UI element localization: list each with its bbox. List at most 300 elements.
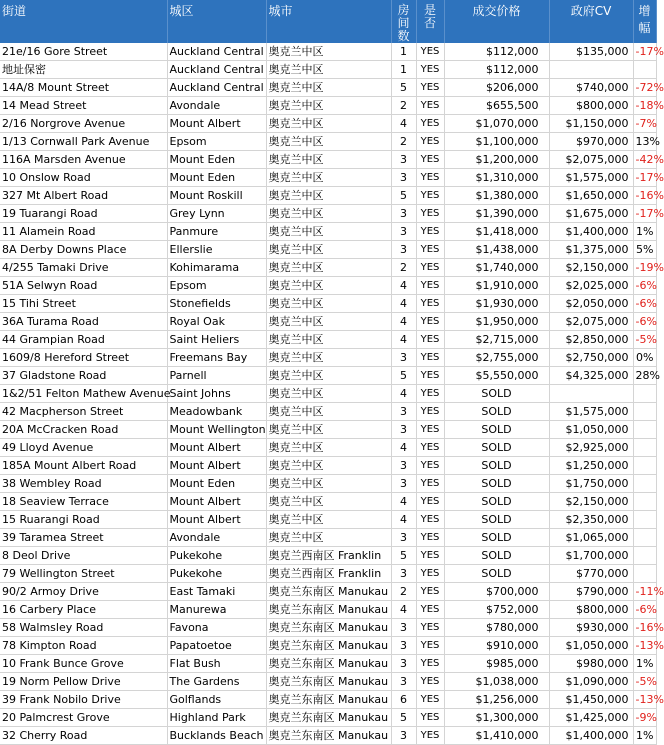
cell-rooms[interactable]: 2 xyxy=(391,97,416,115)
cell-suburb[interactable]: Saint Johns xyxy=(167,385,266,403)
cell-rooms[interactable]: 5 xyxy=(391,367,416,385)
cell-street[interactable]: 8A Derby Downs Place xyxy=(0,241,167,259)
cell-cv[interactable]: $1,675,000 xyxy=(549,205,633,223)
cell-city[interactable]: 奥克兰中区 xyxy=(266,511,391,529)
cell-cv[interactable]: $1,575,000 xyxy=(549,169,633,187)
cell-price[interactable]: $655,500 xyxy=(444,97,549,115)
header-price[interactable]: 成交价格 xyxy=(444,0,549,43)
cell-city[interactable]: 奥克兰中区 xyxy=(266,223,391,241)
cell-street[interactable]: 20 Palmcrest Grove xyxy=(0,709,167,727)
cell-street[interactable]: 79 Wellington Street xyxy=(0,565,167,583)
cell-sold[interactable]: YES xyxy=(416,367,444,385)
cell-change[interactable]: -16% xyxy=(633,187,656,205)
cell-suburb[interactable]: Mount Albert xyxy=(167,457,266,475)
cell-change[interactable]: -17% xyxy=(633,205,656,223)
cell-street[interactable]: 18 Seaview Terrace xyxy=(0,493,167,511)
cell-street[interactable]: 10 Frank Bunce Grove xyxy=(0,655,167,673)
cell-price[interactable]: SOLD xyxy=(444,475,549,493)
cell-rooms[interactable]: 4 xyxy=(391,601,416,619)
cell-change[interactable] xyxy=(633,547,656,565)
cell-cv[interactable]: $1,750,000 xyxy=(549,475,633,493)
cell-street[interactable]: 19 Norm Pellow Drive xyxy=(0,673,167,691)
cell-suburb[interactable]: Mount Wellington xyxy=(167,421,266,439)
cell-street[interactable]: 39 Taramea Street xyxy=(0,529,167,547)
cell-change[interactable]: -11% xyxy=(633,583,656,601)
cell-rooms[interactable]: 6 xyxy=(391,691,416,709)
cell-sold[interactable]: YES xyxy=(416,547,444,565)
cell-sold[interactable]: YES xyxy=(416,349,444,367)
cell-change[interactable]: 1% xyxy=(633,727,656,745)
cell-sold[interactable]: YES xyxy=(416,457,444,475)
cell-price[interactable]: $1,100,000 xyxy=(444,133,549,151)
cell-street[interactable]: 37 Gladstone Road xyxy=(0,367,167,385)
cell-price[interactable]: $1,740,000 xyxy=(444,259,549,277)
cell-city[interactable]: 奥克兰中区 xyxy=(266,439,391,457)
cell-city[interactable]: 奥克兰中区 xyxy=(266,169,391,187)
cell-street[interactable]: 327 Mt Albert Road xyxy=(0,187,167,205)
cell-change[interactable]: -6% xyxy=(633,601,656,619)
cell-sold[interactable]: YES xyxy=(416,79,444,97)
cell-price[interactable]: SOLD xyxy=(444,421,549,439)
cell-street[interactable]: 1&2/51 Felton Mathew Avenue xyxy=(0,385,167,403)
cell-street[interactable]: 20A McCracken Road xyxy=(0,421,167,439)
cell-rooms[interactable]: 3 xyxy=(391,349,416,367)
cell-street[interactable]: 11 Alamein Road xyxy=(0,223,167,241)
cell-price[interactable]: SOLD xyxy=(444,511,549,529)
cell-price[interactable]: $1,410,000 xyxy=(444,727,549,745)
cell-rooms[interactable]: 4 xyxy=(391,295,416,313)
cell-city[interactable]: 奥克兰东南区 Manukau xyxy=(266,619,391,637)
cell-change[interactable] xyxy=(633,439,656,457)
cell-city[interactable]: 奥克兰中区 xyxy=(266,151,391,169)
cell-city[interactable]: 奥克兰中区 xyxy=(266,295,391,313)
cell-city[interactable]: 奥克兰中区 xyxy=(266,43,391,61)
cell-price[interactable]: $1,256,000 xyxy=(444,691,549,709)
cell-cv[interactable]: $2,925,000 xyxy=(549,439,633,457)
cell-sold[interactable]: YES xyxy=(416,61,444,79)
cell-price[interactable]: $1,038,000 xyxy=(444,673,549,691)
cell-change[interactable]: 1% xyxy=(633,223,656,241)
cell-price[interactable]: SOLD xyxy=(444,565,549,583)
cell-change[interactable]: -16% xyxy=(633,619,656,637)
header-yes[interactable] xyxy=(416,0,444,43)
cell-city[interactable]: 奥克兰西南区 Franklin xyxy=(266,547,391,565)
cell-sold[interactable]: YES xyxy=(416,493,444,511)
cell-street[interactable]: 38 Wembley Road xyxy=(0,475,167,493)
cell-sold[interactable]: YES xyxy=(416,727,444,745)
cell-city[interactable]: 奥克兰中区 xyxy=(266,331,391,349)
cell-suburb[interactable]: Mount Albert xyxy=(167,115,266,133)
cell-rooms[interactable]: 3 xyxy=(391,457,416,475)
cell-suburb[interactable]: Auckland Central xyxy=(167,79,266,97)
cell-city[interactable]: 奥克兰东南区 Manukau xyxy=(266,673,391,691)
cell-cv[interactable]: $1,450,000 xyxy=(549,691,633,709)
cell-cv[interactable]: $1,575,000 xyxy=(549,403,633,421)
cell-rooms[interactable]: 3 xyxy=(391,637,416,655)
cell-change[interactable]: -5% xyxy=(633,331,656,349)
cell-cv[interactable]: $1,090,000 xyxy=(549,673,633,691)
cell-cv[interactable]: $1,650,000 xyxy=(549,187,633,205)
cell-sold[interactable]: YES xyxy=(416,619,444,637)
cell-suburb[interactable]: Highland Park xyxy=(167,709,266,727)
cell-change[interactable]: -18% xyxy=(633,97,656,115)
cell-city[interactable]: 奥克兰中区 xyxy=(266,421,391,439)
cell-city[interactable]: 奥克兰中区 xyxy=(266,97,391,115)
cell-city[interactable]: 奥克兰中区 xyxy=(266,313,391,331)
cell-rooms[interactable]: 3 xyxy=(391,169,416,187)
cell-price[interactable]: $1,070,000 xyxy=(444,115,549,133)
cell-city[interactable]: 奥克兰东南区 Manukau xyxy=(266,583,391,601)
cell-sold[interactable]: YES xyxy=(416,385,444,403)
cell-change[interactable]: 1% xyxy=(633,655,656,673)
cell-suburb[interactable]: Favona xyxy=(167,619,266,637)
cell-rooms[interactable]: 3 xyxy=(391,673,416,691)
cell-suburb[interactable]: Ellerslie xyxy=(167,241,266,259)
cell-suburb[interactable]: Parnell xyxy=(167,367,266,385)
cell-cv[interactable]: $135,000 xyxy=(549,43,633,61)
cell-cv[interactable]: $970,000 xyxy=(549,133,633,151)
cell-change[interactable] xyxy=(633,565,656,583)
cell-cv[interactable]: $2,075,000 xyxy=(549,151,633,169)
cell-street[interactable]: 42 Macpherson Street xyxy=(0,403,167,421)
cell-price[interactable]: $752,000 xyxy=(444,601,549,619)
cell-price[interactable]: $2,755,000 xyxy=(444,349,549,367)
cell-rooms[interactable]: 3 xyxy=(391,655,416,673)
cell-suburb[interactable]: Meadowbank xyxy=(167,403,266,421)
cell-price[interactable]: SOLD xyxy=(444,493,549,511)
cell-price[interactable]: $1,930,000 xyxy=(444,295,549,313)
cell-city[interactable]: 奥克兰东南区 Manukau xyxy=(266,655,391,673)
cell-city[interactable]: 奥克兰中区 xyxy=(266,259,391,277)
cell-sold[interactable]: YES xyxy=(416,241,444,259)
cell-change[interactable]: -19% xyxy=(633,259,656,277)
cell-rooms[interactable]: 3 xyxy=(391,151,416,169)
cell-rooms[interactable]: 3 xyxy=(391,529,416,547)
cell-cv[interactable]: $2,850,000 xyxy=(549,331,633,349)
cell-street[interactable]: 32 Cherry Road xyxy=(0,727,167,745)
header-city[interactable]: 城市 xyxy=(266,0,391,43)
cell-city[interactable]: 奥克兰西南区 Franklin xyxy=(266,565,391,583)
cell-sold[interactable]: YES xyxy=(416,403,444,421)
cell-change[interactable]: 5% xyxy=(633,241,656,259)
header-rooms[interactable] xyxy=(391,0,416,43)
cell-city[interactable]: 奥克兰东南区 Manukau xyxy=(266,691,391,709)
cell-cv[interactable] xyxy=(549,61,633,79)
cell-city[interactable]: 奥克兰中区 xyxy=(266,367,391,385)
cell-change[interactable]: -17% xyxy=(633,169,656,187)
cell-cv[interactable]: $2,025,000 xyxy=(549,277,633,295)
cell-suburb[interactable]: Mount Eden xyxy=(167,169,266,187)
cell-suburb[interactable]: Flat Bush xyxy=(167,655,266,673)
cell-change[interactable]: -13% xyxy=(633,691,656,709)
cell-suburb[interactable]: Freemans Bay xyxy=(167,349,266,367)
cell-sold[interactable]: YES xyxy=(416,583,444,601)
cell-cv[interactable]: $2,050,000 xyxy=(549,295,633,313)
cell-rooms[interactable]: 5 xyxy=(391,709,416,727)
cell-street[interactable]: 21e/16 Gore Street xyxy=(0,43,167,61)
cell-change[interactable] xyxy=(633,385,656,403)
cell-city[interactable]: 奥克兰东南区 Manukau xyxy=(266,601,391,619)
cell-price[interactable]: SOLD xyxy=(444,457,549,475)
cell-sold[interactable]: YES xyxy=(416,223,444,241)
cell-rooms[interactable]: 2 xyxy=(391,583,416,601)
cell-city[interactable]: 奥克兰中区 xyxy=(266,133,391,151)
cell-suburb[interactable]: East Tamaki xyxy=(167,583,266,601)
cell-city[interactable]: 奥克兰中区 xyxy=(266,457,391,475)
cell-suburb[interactable]: Bucklands Beach xyxy=(167,727,266,745)
cell-price[interactable]: $1,380,000 xyxy=(444,187,549,205)
cell-change[interactable]: -9% xyxy=(633,709,656,727)
cell-change[interactable]: 13% xyxy=(633,133,656,151)
cell-suburb[interactable]: Epsom xyxy=(167,277,266,295)
cell-city[interactable]: 奥克兰中区 xyxy=(266,115,391,133)
cell-rooms[interactable]: 3 xyxy=(391,223,416,241)
cell-sold[interactable]: YES xyxy=(416,475,444,493)
cell-rooms[interactable]: 3 xyxy=(391,475,416,493)
cell-cv[interactable]: $1,400,000 xyxy=(549,223,633,241)
cell-city[interactable]: 奥克兰中区 xyxy=(266,187,391,205)
cell-price[interactable]: $910,000 xyxy=(444,637,549,655)
cell-sold[interactable]: YES xyxy=(416,97,444,115)
cell-suburb[interactable]: Epsom xyxy=(167,133,266,151)
cell-change[interactable] xyxy=(633,61,656,79)
cell-change[interactable] xyxy=(633,403,656,421)
cell-street[interactable]: 14A/8 Mount Street xyxy=(0,79,167,97)
cell-cv[interactable]: $980,000 xyxy=(549,655,633,673)
cell-street[interactable]: 16 Carbery Place xyxy=(0,601,167,619)
cell-rooms[interactable]: 5 xyxy=(391,547,416,565)
cell-suburb[interactable]: Auckland Central xyxy=(167,61,266,79)
cell-change[interactable]: 28% xyxy=(633,367,656,385)
cell-cv[interactable]: $800,000 xyxy=(549,97,633,115)
cell-street[interactable]: 49 Lloyd Avenue xyxy=(0,439,167,457)
cell-suburb[interactable]: Stonefields xyxy=(167,295,266,313)
cell-cv[interactable]: $2,150,000 xyxy=(549,259,633,277)
cell-cv[interactable] xyxy=(549,385,633,403)
cell-street[interactable]: 15 Tihi Street xyxy=(0,295,167,313)
cell-change[interactable]: 0% xyxy=(633,349,656,367)
cell-suburb[interactable]: Panmure xyxy=(167,223,266,241)
cell-change[interactable]: -7% xyxy=(633,115,656,133)
cell-sold[interactable]: YES xyxy=(416,151,444,169)
cell-change[interactable] xyxy=(633,529,656,547)
cell-suburb[interactable]: Avondale xyxy=(167,529,266,547)
cell-street[interactable]: 地址保密 xyxy=(0,61,167,79)
cell-cv[interactable]: $1,150,000 xyxy=(549,115,633,133)
cell-street[interactable]: 19 Tuarangi Road xyxy=(0,205,167,223)
cell-rooms[interactable]: 1 xyxy=(391,43,416,61)
cell-street[interactable]: 2/16 Norgrove Avenue xyxy=(0,115,167,133)
cell-street[interactable]: 58 Walmsley Road xyxy=(0,619,167,637)
cell-price[interactable]: SOLD xyxy=(444,385,549,403)
cell-rooms[interactable]: 4 xyxy=(391,439,416,457)
cell-sold[interactable]: YES xyxy=(416,601,444,619)
cell-sold[interactable]: YES xyxy=(416,43,444,61)
cell-price[interactable]: $700,000 xyxy=(444,583,549,601)
cell-change[interactable] xyxy=(633,475,656,493)
cell-rooms[interactable]: 3 xyxy=(391,565,416,583)
cell-change[interactable]: -42% xyxy=(633,151,656,169)
cell-change[interactable]: -6% xyxy=(633,313,656,331)
cell-suburb[interactable]: Mount Roskill xyxy=(167,187,266,205)
cell-city[interactable]: 奥克兰中区 xyxy=(266,493,391,511)
cell-city[interactable]: 奥克兰中区 xyxy=(266,205,391,223)
cell-cv[interactable]: $1,250,000 xyxy=(549,457,633,475)
cell-change[interactable] xyxy=(633,511,656,529)
cell-suburb[interactable]: Mount Albert xyxy=(167,493,266,511)
cell-rooms[interactable]: 3 xyxy=(391,619,416,637)
cell-sold[interactable]: YES xyxy=(416,115,444,133)
cell-cv[interactable]: $1,050,000 xyxy=(549,637,633,655)
cell-street[interactable]: 1609/8 Hereford Street xyxy=(0,349,167,367)
cell-price[interactable]: $1,950,000 xyxy=(444,313,549,331)
cell-rooms[interactable]: 3 xyxy=(391,403,416,421)
cell-price[interactable]: $112,000 xyxy=(444,61,549,79)
cell-suburb[interactable]: Golflands xyxy=(167,691,266,709)
cell-city[interactable]: 奥克兰中区 xyxy=(266,403,391,421)
cell-city[interactable]: 奥克兰中区 xyxy=(266,277,391,295)
cell-sold[interactable]: YES xyxy=(416,511,444,529)
cell-sold[interactable]: YES xyxy=(416,565,444,583)
cell-rooms[interactable]: 5 xyxy=(391,79,416,97)
cell-street[interactable]: 51A Selwyn Road xyxy=(0,277,167,295)
cell-price[interactable]: SOLD xyxy=(444,403,549,421)
cell-price[interactable]: $1,438,000 xyxy=(444,241,549,259)
cell-cv[interactable]: $2,350,000 xyxy=(549,511,633,529)
cell-city[interactable]: 奥克兰中区 xyxy=(266,475,391,493)
cell-rooms[interactable]: 2 xyxy=(391,259,416,277)
cell-street[interactable]: 10 Onslow Road xyxy=(0,169,167,187)
cell-rooms[interactable]: 3 xyxy=(391,727,416,745)
cell-rooms[interactable]: 4 xyxy=(391,385,416,403)
cell-sold[interactable]: YES xyxy=(416,529,444,547)
cell-cv[interactable]: $2,750,000 xyxy=(549,349,633,367)
cell-cv[interactable]: $770,000 xyxy=(549,565,633,583)
cell-change[interactable]: -5% xyxy=(633,673,656,691)
cell-sold[interactable]: YES xyxy=(416,637,444,655)
cell-suburb[interactable]: Saint Heliers xyxy=(167,331,266,349)
cell-street[interactable]: 39 Frank Nobilo Drive xyxy=(0,691,167,709)
cell-suburb[interactable]: Mount Albert xyxy=(167,511,266,529)
cell-street[interactable]: 4/255 Tamaki Drive xyxy=(0,259,167,277)
cell-city[interactable]: 奥克兰中区 xyxy=(266,241,391,259)
cell-price[interactable]: $780,000 xyxy=(444,619,549,637)
cell-city[interactable]: 奥克兰中区 xyxy=(266,61,391,79)
header-cv[interactable]: 政府CV xyxy=(549,0,633,43)
cell-suburb[interactable]: Avondale xyxy=(167,97,266,115)
cell-sold[interactable]: YES xyxy=(416,295,444,313)
cell-rooms[interactable]: 4 xyxy=(391,277,416,295)
cell-price[interactable]: SOLD xyxy=(444,439,549,457)
cell-sold[interactable]: YES xyxy=(416,187,444,205)
cell-suburb[interactable]: Mount Albert xyxy=(167,439,266,457)
cell-street[interactable]: 44 Grampian Road xyxy=(0,331,167,349)
cell-suburb[interactable]: Grey Lynn xyxy=(167,205,266,223)
cell-price[interactable]: SOLD xyxy=(444,547,549,565)
cell-suburb[interactable]: Pukekohe xyxy=(167,565,266,583)
header-change[interactable]: 增幅 xyxy=(633,0,656,43)
header-suburb[interactable]: 城区 xyxy=(167,0,266,43)
cell-city[interactable]: 奥克兰东南区 Manukau xyxy=(266,709,391,727)
cell-price[interactable]: $2,715,000 xyxy=(444,331,549,349)
cell-suburb[interactable]: Royal Oak xyxy=(167,313,266,331)
cell-change[interactable] xyxy=(633,457,656,475)
cell-street[interactable]: 1/13 Cornwall Park Avenue xyxy=(0,133,167,151)
cell-rooms[interactable]: 4 xyxy=(391,331,416,349)
cell-cv[interactable]: $1,400,000 xyxy=(549,727,633,745)
cell-city[interactable]: 奥克兰东南区 Manukau xyxy=(266,727,391,745)
header-street[interactable]: 街道 xyxy=(0,0,167,43)
cell-change[interactable]: -17% xyxy=(633,43,656,61)
cell-sold[interactable]: YES xyxy=(416,655,444,673)
cell-change[interactable] xyxy=(633,421,656,439)
cell-cv[interactable]: $1,065,000 xyxy=(549,529,633,547)
cell-cv[interactable]: $740,000 xyxy=(549,79,633,97)
cell-cv[interactable]: $1,375,000 xyxy=(549,241,633,259)
cell-sold[interactable]: YES xyxy=(416,439,444,457)
cell-rooms[interactable]: 2 xyxy=(391,133,416,151)
cell-cv[interactable]: $790,000 xyxy=(549,583,633,601)
cell-price[interactable]: SOLD xyxy=(444,529,549,547)
cell-sold[interactable]: YES xyxy=(416,709,444,727)
cell-cv[interactable]: $2,150,000 xyxy=(549,493,633,511)
cell-city[interactable]: 奥克兰中区 xyxy=(266,385,391,403)
cell-street[interactable]: 36A Turama Road xyxy=(0,313,167,331)
cell-sold[interactable]: YES xyxy=(416,331,444,349)
cell-rooms[interactable]: 4 xyxy=(391,511,416,529)
cell-change[interactable]: -6% xyxy=(633,295,656,313)
cell-city[interactable]: 奥克兰东南区 Manukau xyxy=(266,637,391,655)
cell-price[interactable]: $1,390,000 xyxy=(444,205,549,223)
cell-cv[interactable]: $1,700,000 xyxy=(549,547,633,565)
cell-suburb[interactable]: Mount Eden xyxy=(167,151,266,169)
cell-rooms[interactable]: 4 xyxy=(391,313,416,331)
cell-cv[interactable]: $4,325,000 xyxy=(549,367,633,385)
cell-suburb[interactable]: Kohimarama xyxy=(167,259,266,277)
cell-cv[interactable]: $1,425,000 xyxy=(549,709,633,727)
cell-price[interactable]: $1,200,000 xyxy=(444,151,549,169)
cell-suburb[interactable]: Pukekohe xyxy=(167,547,266,565)
cell-sold[interactable]: YES xyxy=(416,205,444,223)
cell-suburb[interactable]: Papatoetoe xyxy=(167,637,266,655)
cell-city[interactable]: 奥克兰中区 xyxy=(266,529,391,547)
cell-rooms[interactable]: 5 xyxy=(391,187,416,205)
cell-price[interactable]: $112,000 xyxy=(444,43,549,61)
cell-change[interactable] xyxy=(633,493,656,511)
cell-street[interactable]: 8 Deol Drive xyxy=(0,547,167,565)
cell-street[interactable]: 185A Mount Albert Road xyxy=(0,457,167,475)
cell-price[interactable]: $1,300,000 xyxy=(444,709,549,727)
cell-city[interactable]: 奥克兰中区 xyxy=(266,349,391,367)
cell-sold[interactable]: YES xyxy=(416,673,444,691)
cell-suburb[interactable]: Mount Eden xyxy=(167,475,266,493)
cell-street[interactable]: 116A Marsden Avenue xyxy=(0,151,167,169)
cell-sold[interactable]: YES xyxy=(416,313,444,331)
cell-price[interactable]: $1,418,000 xyxy=(444,223,549,241)
cell-cv[interactable]: $930,000 xyxy=(549,619,633,637)
cell-rooms[interactable]: 4 xyxy=(391,493,416,511)
cell-rooms[interactable]: 4 xyxy=(391,115,416,133)
cell-price[interactable]: $5,550,000 xyxy=(444,367,549,385)
cell-suburb[interactable]: The Gardens xyxy=(167,673,266,691)
cell-rooms[interactable]: 3 xyxy=(391,241,416,259)
cell-city[interactable]: 奥克兰中区 xyxy=(266,79,391,97)
cell-sold[interactable]: YES xyxy=(416,691,444,709)
cell-price[interactable]: $1,310,000 xyxy=(444,169,549,187)
cell-sold[interactable]: YES xyxy=(416,259,444,277)
cell-price[interactable]: $206,000 xyxy=(444,79,549,97)
cell-change[interactable]: -6% xyxy=(633,277,656,295)
